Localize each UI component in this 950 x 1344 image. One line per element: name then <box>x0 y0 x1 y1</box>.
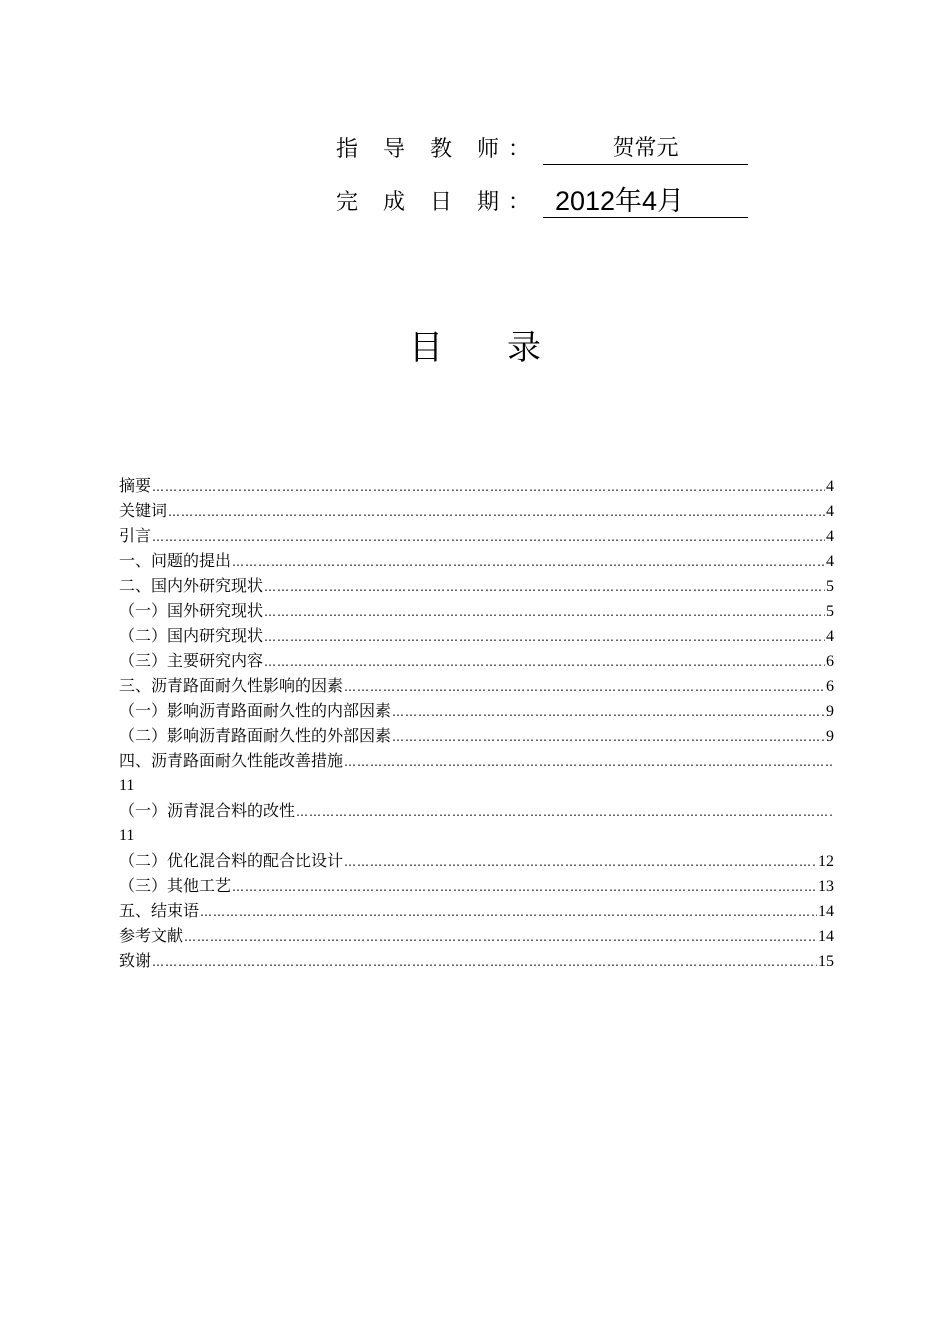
advisor-value: 贺常元 <box>543 134 748 165</box>
toc-entry-page: 14 <box>818 903 834 920</box>
toc-entry-title: （一）沥青混合料的改性 <box>119 801 296 820</box>
toc-entry-title: （一）影响沥青路面耐久性的内部因素 <box>119 701 392 720</box>
toc-entry-title: 摘要 <box>119 476 152 495</box>
toc-entry-title: （三）主要研究内容 <box>119 651 264 670</box>
toc-entry-page: 5 <box>826 603 834 620</box>
toc-leader <box>392 700 825 725</box>
toc-entry-title: （一）国外研究现状 <box>119 601 264 620</box>
toc-entry-title: （二）优化混合料的配合比设计 <box>119 851 344 870</box>
toc-leader <box>296 800 833 825</box>
toc-entry-page: 9 <box>826 703 834 720</box>
toc-entry-title: 三、沥青路面耐久性影响的因素 <box>119 676 344 695</box>
toc-entry-page: 11 <box>119 827 135 844</box>
toc-entry-title: （二）国内研究现状 <box>119 626 264 645</box>
toc-entry-page: 9 <box>826 728 834 745</box>
toc-leader <box>344 750 833 775</box>
toc-entry[interactable] <box>119 573 834 598</box>
toc-entry-title: 致谢 <box>119 951 152 970</box>
toc-entry[interactable] <box>119 948 834 973</box>
toc-entry-page: 13 <box>818 878 834 895</box>
toc-entry[interactable] <box>119 473 834 498</box>
toc-entry[interactable] <box>119 623 834 648</box>
toc-title: 目录 <box>409 328 605 368</box>
toc-entry-page: 12 <box>818 853 834 870</box>
toc-leader <box>232 875 817 900</box>
toc-entry-page: 6 <box>826 678 834 695</box>
toc-entry[interactable] <box>119 723 834 748</box>
advisor-row <box>336 134 748 165</box>
toc-entry[interactable] <box>119 598 834 623</box>
toc-entry-page: 4 <box>826 553 834 570</box>
toc-entry-title: （三）其他工艺 <box>119 876 232 895</box>
toc-entry-title: 四、沥青路面耐久性能改善措施 <box>119 751 344 770</box>
toc-entry[interactable] <box>119 698 834 723</box>
toc-leader <box>232 550 825 575</box>
toc-entry[interactable] <box>119 848 834 873</box>
toc-entry[interactable] <box>119 873 834 898</box>
toc-leader <box>152 950 817 975</box>
toc-entry-page: 4 <box>826 528 834 545</box>
toc-leader <box>344 850 817 875</box>
toc-entry-page: 15 <box>818 953 834 970</box>
toc-entry-title: 五、结束语 <box>119 901 200 920</box>
table-of-contents <box>119 473 834 973</box>
date-row <box>336 185 748 218</box>
toc-entry[interactable] <box>119 748 834 773</box>
toc-entry[interactable] <box>119 548 834 573</box>
toc-leader <box>184 925 817 950</box>
toc-entry[interactable] <box>119 498 834 523</box>
toc-leader <box>168 500 825 525</box>
toc-entry-title: 参考文献 <box>119 926 184 945</box>
toc-entry-page: 6 <box>826 653 834 670</box>
toc-entry-title: 一、问题的提出 <box>119 551 232 570</box>
toc-entry-page: 11 <box>119 777 135 794</box>
date-label: 完 成 日 期： <box>336 190 539 215</box>
toc-entry[interactable] <box>119 523 834 548</box>
toc-entry-page: 5 <box>826 578 834 595</box>
toc-leader <box>264 650 825 675</box>
toc-entry[interactable] <box>119 898 834 923</box>
toc-entry[interactable] <box>119 673 834 698</box>
toc-entry[interactable] <box>119 923 834 948</box>
toc-entry-title: 引言 <box>119 526 152 545</box>
toc-entry-page: 4 <box>826 628 834 645</box>
toc-leader <box>264 625 825 650</box>
toc-entry[interactable] <box>119 648 834 673</box>
toc-leader <box>392 725 825 750</box>
toc-leader <box>200 900 817 925</box>
toc-entry-page: 4 <box>826 503 834 520</box>
toc-entry-title: 关键词 <box>119 501 168 520</box>
toc-entry-title: 二、国内外研究现状 <box>119 576 264 595</box>
date-value: 2012年4月 <box>543 185 748 218</box>
toc-leader <box>344 675 825 700</box>
toc-entry[interactable] <box>119 798 834 823</box>
advisor-label: 指 导 教 师： <box>336 137 539 162</box>
toc-entry-page: 4 <box>826 478 834 495</box>
toc-leader <box>264 575 825 600</box>
toc-leader <box>152 475 825 500</box>
toc-leader <box>264 600 825 625</box>
toc-entry-page: 14 <box>818 928 834 945</box>
toc-leader <box>152 525 825 550</box>
toc-entry-title: （二）影响沥青路面耐久性的外部因素 <box>119 726 392 745</box>
